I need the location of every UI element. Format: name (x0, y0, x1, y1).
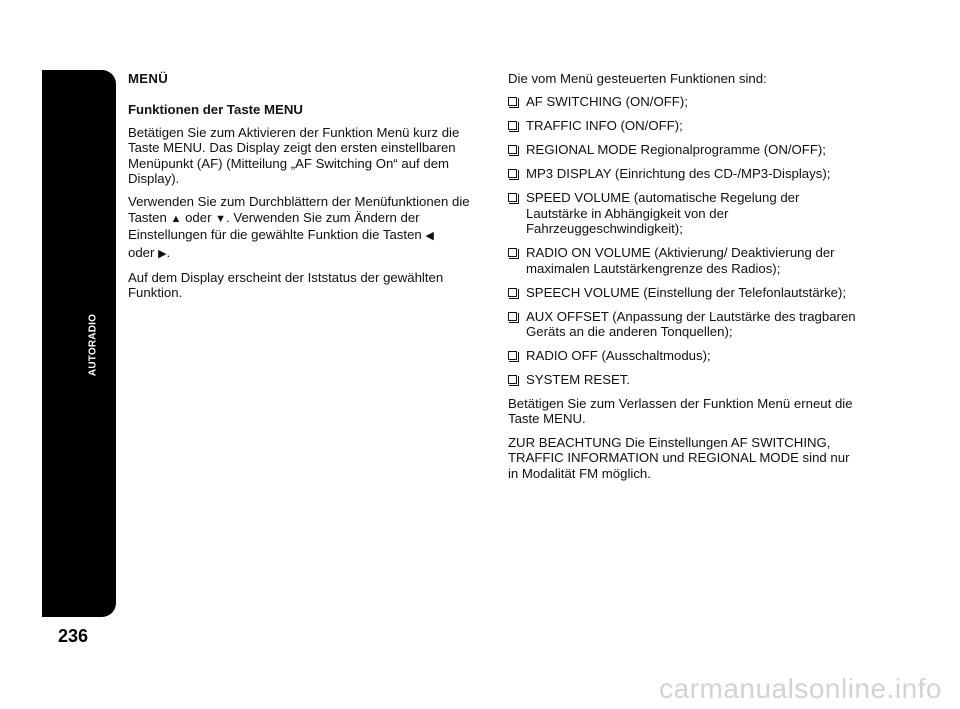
paragraph-exit: Betätigen Sie zum Verlassen der Funktion Menü erneut die Taste MENU. (508, 396, 853, 427)
page-number: 236 (58, 626, 89, 646)
checkbox-bullet-icon (508, 193, 517, 202)
functions-list (508, 94, 860, 387)
list-item (508, 372, 860, 387)
text-fragment: . (166, 244, 171, 260)
list-item (508, 142, 860, 157)
paragraph-activate: Betätigen Sie zum Aktivieren der Funktion Menü kurz die Taste MENU. Das Display zeigt den ersten einstellbaren Menüpunkt (AF) (Mitteilung „AF Switching On“ auf dem Display). (128, 124, 460, 187)
list-item-text: AUX OFFSET (Anpassung der Lautstärke des tragbaren Geräts an die anderen Tonquellen); (526, 308, 856, 340)
list-item-text: REGIONAL MODE Regionalprogramme (ON/OFF); (526, 142, 826, 158)
list-item-text: SPEED VOLUME (automatische Regelung der Lautstärke in Abhängigkeit von der Fahrzeuggeschwindigkeit); (526, 190, 800, 237)
list-item-text: MP3 DISPLAY (Einrichtung des CD-/MP3-Displays); (526, 166, 831, 182)
arrow-up-icon: ▲ (170, 212, 182, 225)
functions-intro: Die vom Menü gesteuerten Funktionen sind: (508, 71, 767, 86)
list-item-text: SPEECH VOLUME (Einstellung der Telefonlautstärke); (526, 284, 847, 300)
text-fragment: . Verwenden Sie zum Ändern der Einstellungen für die gewählte Funktion die Tasten (128, 209, 426, 243)
list-item (508, 285, 860, 300)
checkbox-bullet-icon (508, 375, 517, 384)
list-item (508, 309, 860, 340)
list-item (508, 245, 860, 276)
paragraph-note: ZUR BEACHTUNG Die Einstellungen AF SWITCHING, TRAFFIC INFORMATION und REGIONAL MODE sind nur in Modalität FM möglich. (508, 434, 850, 481)
list-item-text: RADIO OFF (Ausschaltmodus); (526, 348, 711, 364)
list-item (508, 118, 860, 133)
list-item-text: SYSTEM RESET. (526, 372, 631, 388)
list-item (508, 166, 860, 181)
text-fragment: oder (181, 209, 216, 225)
paragraph-status: Auf dem Display erscheint der Iststatus der gewählten Funktion. (128, 270, 444, 301)
checkbox-bullet-icon (508, 288, 517, 297)
checkbox-bullet-icon (508, 121, 517, 130)
checkbox-bullet-icon (508, 169, 517, 178)
arrow-left-icon: ◀ (425, 230, 434, 243)
checkbox-bullet-icon (508, 351, 517, 360)
section-subtitle: Funktionen der Taste MENU (128, 102, 303, 118)
arrow-down-icon: ▼ (215, 212, 227, 225)
checkbox-bullet-icon (508, 312, 517, 321)
checkbox-bullet-icon (508, 145, 517, 154)
list-item-text: TRAFFIC INFO (ON/OFF); (526, 118, 683, 134)
checkbox-bullet-icon (508, 248, 517, 257)
list-item (508, 94, 860, 109)
section-sidebar (42, 70, 116, 617)
watermark: carmanualsonline.info (659, 673, 942, 704)
right-column (508, 71, 860, 489)
list-item (508, 348, 860, 363)
list-item-text: AF SWITCHING (ON/OFF); (526, 94, 688, 110)
checkbox-bullet-icon (508, 97, 517, 106)
left-column (128, 71, 488, 309)
section-label: AUTORADIO (87, 313, 99, 377)
list-item-text: RADIO ON VOLUME (Aktivierung/ Deaktivierung der maximalen Lautstärkengrenze des Radios); (526, 245, 835, 276)
text-fragment: oder (128, 244, 159, 260)
arrow-right-icon: ▶ (158, 247, 167, 260)
paragraph-navigate (128, 194, 488, 262)
text-fragment: Verwenden Sie zum Durchblättern der Menüfunktionen die Tasten (128, 194, 470, 225)
section-title: MENÜ (128, 71, 169, 86)
list-item (508, 190, 860, 236)
